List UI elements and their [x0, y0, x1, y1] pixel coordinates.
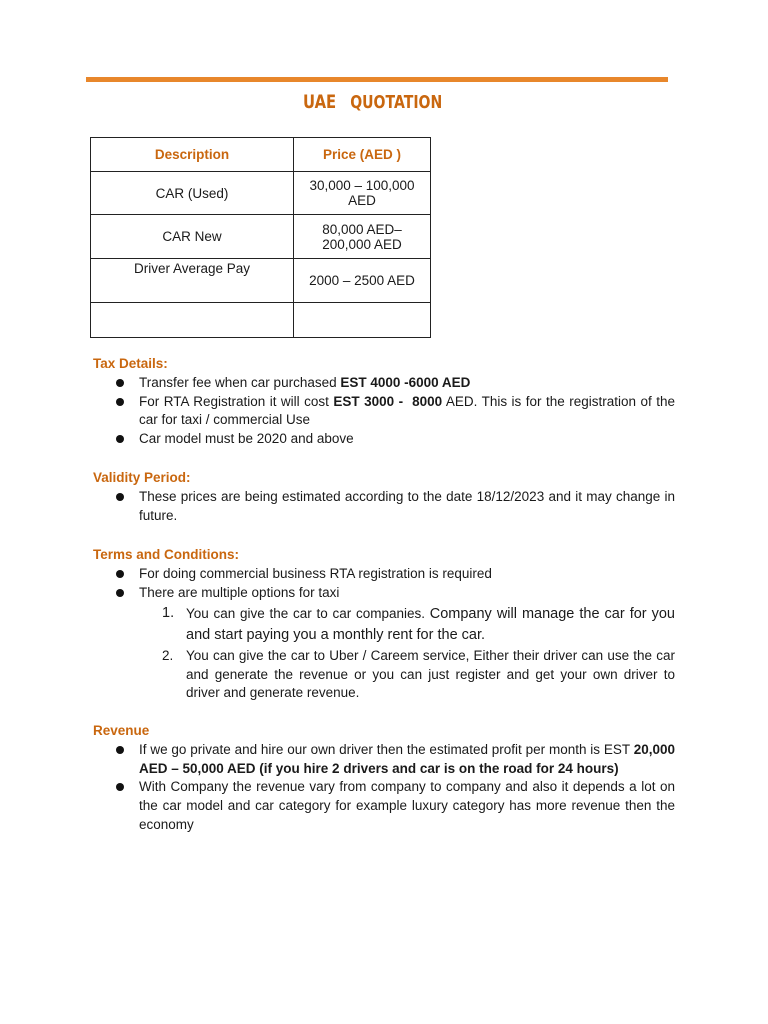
list-item: If we go private and hire our own driver then the estimated profit per month is EST 20,000 AED – 50,000 AED (if you hire 2 drivers and car is on the road for 24 hours) — [114, 741, 675, 778]
list-item: For RTA Registration it will cost EST 3000 - 8000 AED. This is for the registration of the car for taxi / commercial Use — [114, 393, 675, 430]
list-item: Car model must be 2020 and above — [114, 430, 675, 449]
row-price: 80,000 AED– 200,000 AED — [294, 215, 431, 259]
row-price: 30,000 – 100,000 AED — [294, 172, 431, 215]
validity-heading: Validity Period: — [93, 470, 191, 485]
tax-heading: Tax Details: — [93, 356, 168, 371]
row-description — [91, 303, 294, 338]
revenue-heading: Revenue — [93, 723, 150, 738]
list-item: Transfer fee when car purchased EST 4000 -6000 AED — [114, 374, 675, 393]
header-description: Description — [91, 138, 294, 172]
list-item: For doing commercial business RTA registration is required — [114, 565, 675, 584]
page-title — [303, 91, 442, 113]
tax-list — [114, 374, 675, 449]
title-quotation: QUOTATION — [350, 92, 443, 113]
table-row — [91, 303, 431, 338]
list-item: 1. You can give the car to car companies. Company will manage the car for you and start paying you a monthly rent for the car. — [162, 605, 675, 643]
table-header-row — [91, 138, 431, 172]
title-uae: UAE — [303, 91, 337, 113]
list-item: These prices are being estimated according to the date 18/12/2023 and it may change in future. — [114, 488, 675, 525]
top-rule — [86, 77, 668, 82]
terms-sublist — [160, 603, 675, 703]
list-item: With Company the revenue vary from company to company and also it depends a lot on the car model and car category for example luxury category has more revenue then the economy — [114, 778, 675, 834]
terms-list — [114, 565, 675, 602]
revenue-list — [114, 741, 675, 835]
row-description: CAR New — [91, 215, 294, 259]
validity-list — [114, 488, 675, 525]
list-item: 2. You can give the car to Uber / Careem service, Either their driver can use the car and generate the revenue or you can just register and get your own driver to driver and generate revenue. — [162, 648, 675, 701]
row-description: CAR (Used) — [91, 172, 294, 215]
price-table — [90, 137, 431, 338]
terms-heading: Terms and Conditions: — [93, 547, 240, 562]
row-description: Driver Average Pay — [91, 259, 294, 303]
table-row — [91, 215, 431, 259]
table-row — [91, 259, 431, 303]
header-price: Price (AED ) — [294, 138, 431, 172]
row-price: 2000 – 2500 AED — [294, 259, 431, 303]
row-price — [294, 303, 431, 338]
table-row — [91, 172, 431, 215]
list-item: There are multiple options for taxi — [114, 584, 675, 603]
